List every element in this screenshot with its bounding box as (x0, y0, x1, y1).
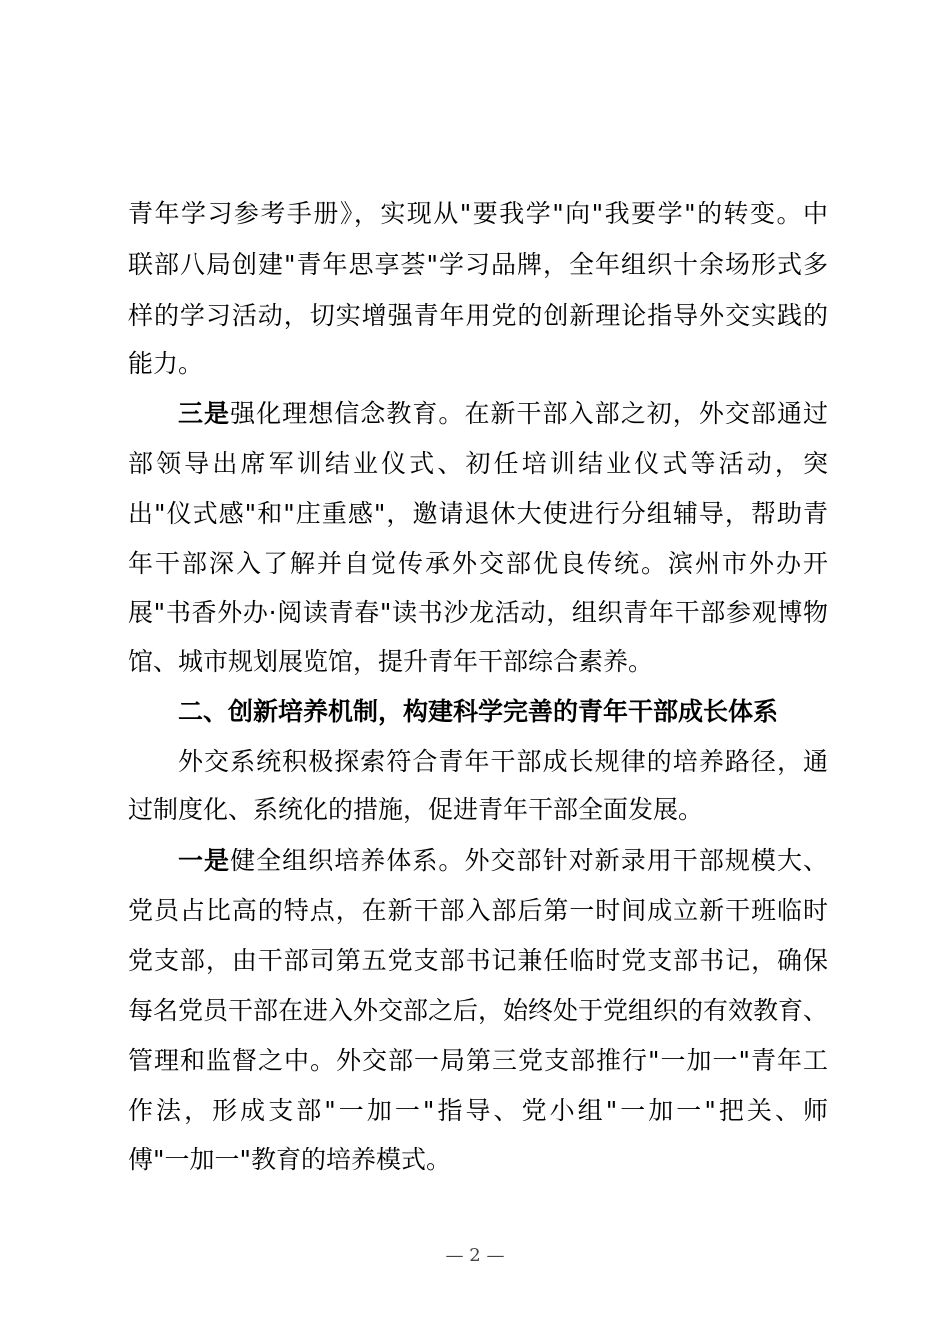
paragraph-2-line-2: 部领导出席军训结业仪式、初任培训结业仪式等活动，突 (128, 449, 828, 478)
paragraph-4-line-1-text: 健全组织培养体系。外交部针对新录用干部规模大、 (230, 846, 828, 875)
paragraph-1-line-4: 能力。 (128, 349, 204, 378)
paragraph-2-line-1-text: 强化理想信念教育。在新干部入部之初，外交部通过 (230, 399, 828, 428)
paragraph-2-line-1 (178, 397, 828, 431)
paragraph-2-lead: 三是 (178, 399, 231, 428)
paragraph-1-line-3: 样的学习活动，切实增强青年用党的创新理论指导外交实践的 (128, 301, 828, 330)
paragraph-4-line-5: 管理和监督之中。外交部一局第三党支部推行"一加一"青年工 (128, 1046, 828, 1075)
paragraph-2-line-3: 出"仪式感"和"庄重感"，邀请退休大使进行分组辅导，帮助青 (128, 499, 828, 528)
paragraph-4-line-7: 傅"一加一"教育的培养模式。 (128, 1145, 451, 1174)
paragraph-2-line-4: 年干部深入了解并自觉传承外交部优良传统。滨州市外办开 (128, 549, 828, 578)
paragraph-3-line-2: 过制度化、系统化的措施，促进青年干部全面发展。 (128, 795, 704, 824)
paragraph-4-line-6: 作法，形成支部"一加一"指导、党小组"一加一"把关、师 (128, 1096, 828, 1125)
section-heading-2: 二、创新培养机制，构建科学完善的青年干部成长体系 (178, 697, 779, 726)
paragraph-3-line-1: 外交系统积极探索符合青年干部成长规律的培养路径，通 (178, 747, 828, 776)
paragraph-2-line-6: 馆、城市规划展览馆，提升青年干部综合素养。 (128, 647, 654, 676)
paragraph-4-lead: 一是 (178, 846, 231, 875)
paragraph-1-line-2: 联部八局创建"青年思享荟"学习品牌，全年组织十余场形式多 (128, 250, 828, 279)
page-number: — 2 — (445, 1245, 505, 1266)
paragraph-4-line-3: 党支部，由干部司第五党支部书记兼任临时党支部书记，确保 (128, 946, 828, 975)
paragraph-2-line-5: 展"书香外办·阅读青春"读书沙龙活动，组织青年干部参观博物 (128, 598, 828, 627)
paragraph-1-line-1: 青年学习参考手册》，实现从"要我学"向"我要学"的转变。中 (128, 199, 828, 228)
paragraph-4-line-1 (178, 844, 828, 878)
paragraph-4-line-2: 党员占比高的特点，在新干部入部后第一时间成立新干班临时 (128, 896, 828, 925)
paragraph-4-line-4: 每名党员干部在进入外交部之后，始终处于党组织的有效教育、 (128, 996, 829, 1025)
